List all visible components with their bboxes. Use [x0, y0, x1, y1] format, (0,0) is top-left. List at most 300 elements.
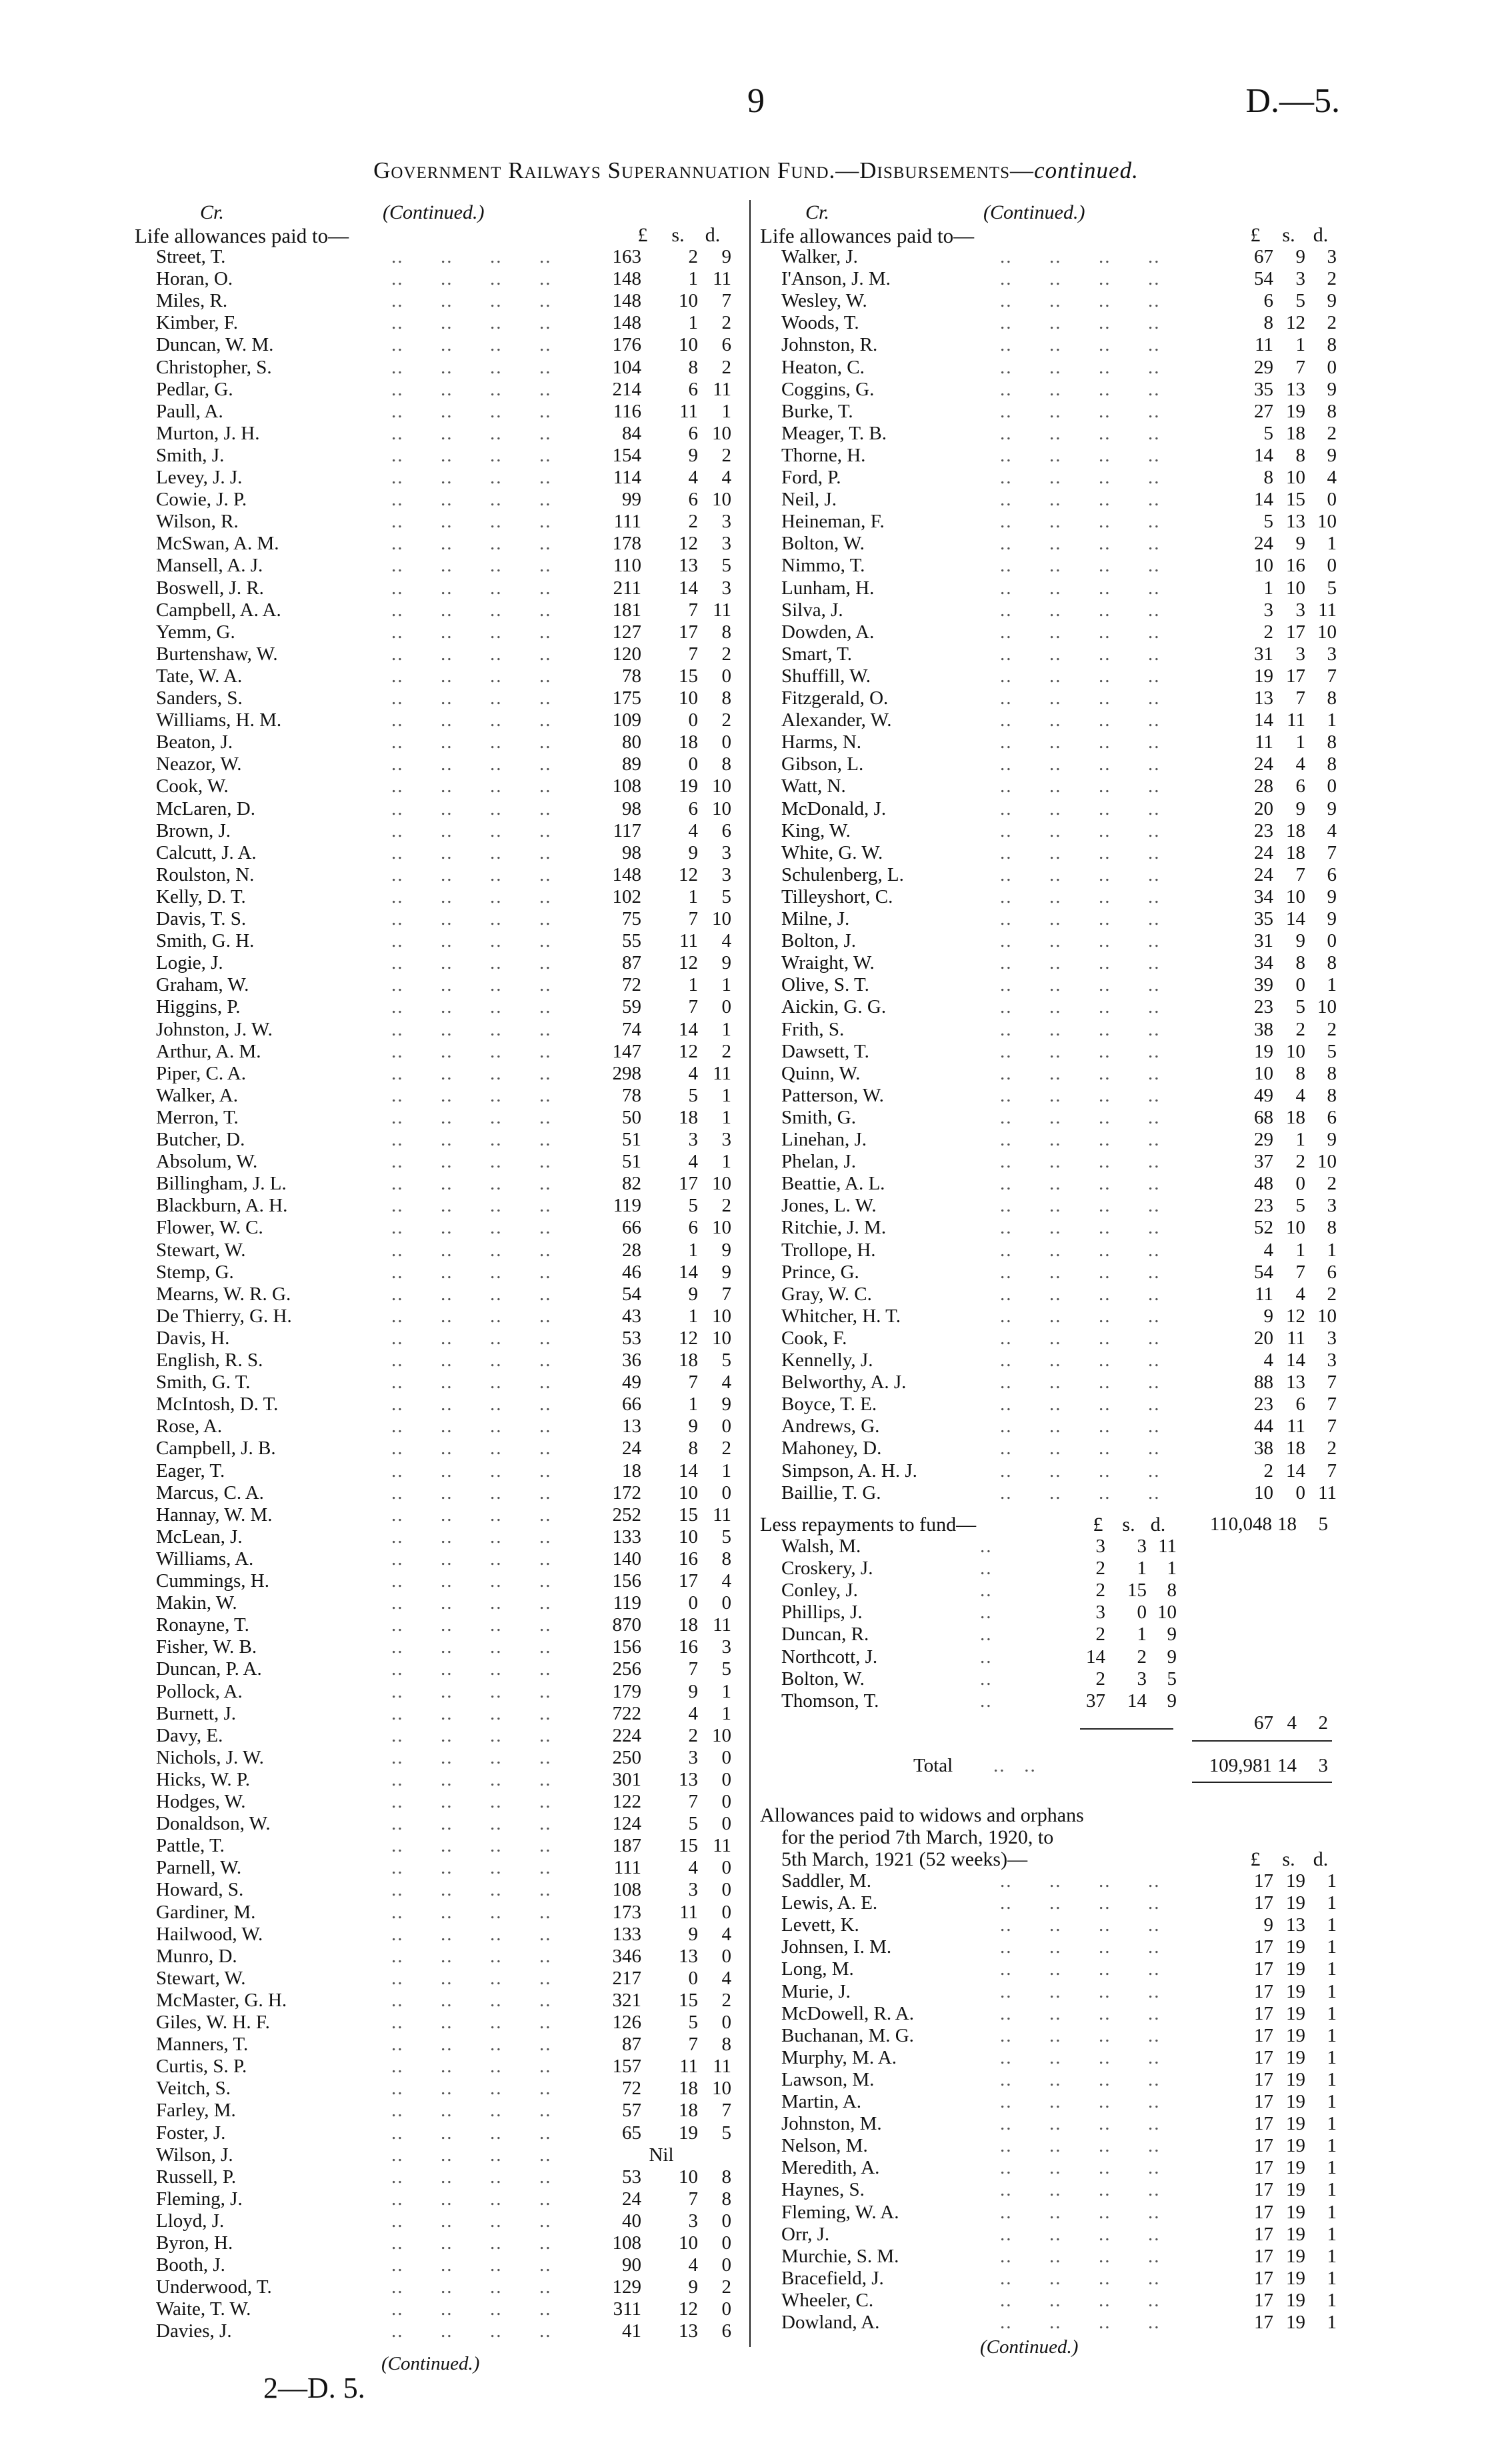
- leader-dots: .. .. .. ..: [391, 444, 552, 466]
- amount-pounds: 178: [612, 533, 641, 555]
- table-row: [135, 1857, 741, 1879]
- amount-shillings: 7: [688, 1372, 698, 1394]
- person-name: English, R. S.: [156, 1350, 263, 1371]
- table-row: [760, 1262, 1347, 1284]
- amount-pounds: 11: [1255, 731, 1273, 753]
- amount-pounds: 52: [1254, 1217, 1273, 1239]
- table-row: [135, 1636, 741, 1658]
- table-row: [135, 1725, 741, 1747]
- amount-pounds: 256: [612, 1658, 641, 1680]
- amount-shillings: 19: [1286, 2113, 1305, 2135]
- amount-pence: 3: [721, 863, 731, 885]
- table-row: [760, 1372, 1347, 1394]
- person-name: Butcher, D.: [156, 1129, 245, 1150]
- leader-dots: .. .. .. ..: [391, 1592, 552, 1614]
- amount-pence: 8: [721, 2188, 731, 2210]
- leader-dots: .. .. .. ..: [1000, 1305, 1161, 1327]
- person-name: Tate, W. A.: [156, 665, 243, 687]
- leader-dots: .. .. .. ..: [1000, 599, 1161, 621]
- leader-dots: .. .. .. ..: [391, 1879, 552, 1901]
- amount-shillings: 19: [1286, 2157, 1305, 2179]
- amount-pence: 1: [721, 1680, 731, 1702]
- amount-shillings: 1: [688, 1305, 698, 1327]
- table-row: [760, 1668, 1177, 1690]
- amount-pounds: 20: [1254, 797, 1273, 819]
- amount-shillings: 2: [1295, 1151, 1305, 1173]
- amount-pence: 1: [1327, 1936, 1337, 1958]
- amount-shillings: 3: [1295, 268, 1305, 290]
- table-row: [135, 1328, 741, 1350]
- right-header-cr: Cr.: [805, 201, 829, 223]
- amount-pence: 1: [1327, 2312, 1337, 2333]
- leader-dots: ..: [980, 1624, 993, 1646]
- person-name: Dowland, A.: [781, 2312, 880, 2333]
- amount-shillings: 3: [688, 2210, 698, 2232]
- amount-shillings: 8: [688, 1438, 698, 1460]
- left-subheading: Life allowances paid to—: [135, 224, 349, 247]
- amount-shillings: 19: [1286, 2068, 1305, 2090]
- person-name: Alexander, W.: [781, 709, 892, 731]
- table-row: [760, 1536, 1177, 1558]
- table-row: [135, 2078, 741, 2100]
- amount-shillings: 4: [1295, 1283, 1305, 1305]
- amount-pence: 2: [721, 2276, 731, 2298]
- amount-pence: 10: [712, 2078, 731, 2100]
- amount-shillings: 19: [1286, 2024, 1305, 2046]
- amount-pounds: 23: [1254, 1195, 1273, 1217]
- table-row: [760, 731, 1347, 753]
- leader-dots: .. .. .. ..: [391, 290, 552, 312]
- amount-pence: 1: [1327, 1980, 1337, 2002]
- amount-pence: 1: [1327, 1870, 1337, 1892]
- amount-shillings: 18: [679, 2100, 698, 2122]
- person-name: Makin, W.: [156, 1592, 237, 1614]
- leader-dots: .. .. .. ..: [391, 952, 552, 974]
- amount-shillings: 3: [1295, 643, 1305, 665]
- amount-pence: 10: [1317, 511, 1337, 533]
- amount-pence: 6: [1327, 1261, 1337, 1283]
- amount-pence: 0: [721, 2210, 731, 2232]
- person-name: Miles, R.: [156, 290, 228, 312]
- amount-shillings: 0: [1295, 1173, 1305, 1195]
- amount-shillings: 1: [1295, 1129, 1305, 1150]
- amount-shillings: 12: [679, 2298, 698, 2320]
- leader-dots: .. .. .. ..: [391, 1018, 552, 1040]
- amount-shillings: 10: [679, 1482, 698, 1504]
- amount-pounds: 156: [612, 1570, 641, 1592]
- amount-pounds: 298: [612, 1062, 641, 1084]
- leader-dots: .. .. .. ..: [1000, 511, 1161, 533]
- person-name: Bolton, W.: [781, 533, 865, 555]
- table-row: [760, 2224, 1347, 2246]
- widows-heading-1: Allowances paid to widows and orphans: [760, 1804, 1084, 1826]
- amount-pence: 10: [1317, 1151, 1337, 1173]
- table-row: [760, 1958, 1347, 1980]
- amount-shillings: 14: [1127, 1690, 1147, 1712]
- amount-pence: 5: [721, 1350, 731, 1371]
- person-name: Davies, J.: [156, 2320, 232, 2342]
- leader-dots: .. .. .. ..: [391, 709, 552, 731]
- pounds-header: £: [637, 224, 648, 246]
- person-name: Waite, T. W.: [156, 2298, 251, 2320]
- amount-pence: 1: [721, 1151, 731, 1173]
- amount-shillings: 0: [688, 709, 698, 731]
- amount-pence: 0: [721, 1901, 731, 1923]
- person-name: Billingham, J. L.: [156, 1173, 287, 1195]
- amount-pence: 10: [712, 1217, 731, 1239]
- amount-pence: 6: [721, 819, 731, 841]
- amount-pounds: 157: [612, 2056, 641, 2078]
- amount-pounds: 187: [612, 1835, 641, 1857]
- amount-pence: 8: [1327, 952, 1337, 974]
- amount-shillings: 19: [1286, 2223, 1305, 2245]
- amount-pence: 8: [721, 753, 731, 775]
- table-row: [760, 820, 1347, 842]
- total-rule-top: [1192, 1740, 1332, 1742]
- table-row: [135, 1658, 741, 1680]
- amount-pence: 1: [1327, 1239, 1337, 1261]
- amount-pounds: 37: [1086, 1690, 1105, 1712]
- amount-pounds: 250: [612, 1746, 641, 1768]
- table-row: [760, 1914, 1347, 1936]
- amount-pounds: 5: [1263, 422, 1273, 444]
- amount-shillings: 4: [688, 819, 698, 841]
- person-name: Byron, H.: [156, 2232, 233, 2254]
- table-row: [760, 290, 1347, 312]
- amount-shillings: 8: [1295, 1062, 1305, 1084]
- amount-pence: 9: [1167, 1646, 1177, 1668]
- person-name: Bracefield, J.: [781, 2267, 884, 2289]
- amount-pence: 2: [1327, 312, 1337, 334]
- leader-dots: ..: [980, 1668, 993, 1690]
- leader-dots: .. .. .. ..: [391, 1129, 552, 1150]
- amount-pounds: 17: [1254, 2046, 1273, 2068]
- pounds-header: £: [1250, 224, 1261, 246]
- person-name: Nimmo, T.: [781, 555, 865, 577]
- table-row: [135, 334, 741, 356]
- amount-shillings: 18: [1286, 1438, 1305, 1460]
- leader-dots: .. .. .. ..: [1000, 885, 1161, 907]
- page-title-main: Government Railways Superannuation Fund.—Disbursements—: [373, 157, 1035, 183]
- table-row: [760, 334, 1347, 356]
- amount-shillings: 4: [1295, 753, 1305, 775]
- person-name: Calcutt, J. A.: [156, 841, 257, 863]
- amount-pence: 8: [721, 621, 731, 643]
- amount-pounds: 127: [612, 621, 641, 643]
- person-name: Neil, J.: [781, 489, 837, 511]
- amount-shillings: 8: [1295, 444, 1305, 466]
- person-name: I'Anson, J. M.: [781, 268, 891, 290]
- amount-shillings: 19: [1286, 2312, 1305, 2333]
- amount-shillings: 7: [688, 599, 698, 621]
- person-name: Mansell, A. J.: [156, 555, 263, 577]
- amount-pence: 9: [721, 1394, 731, 1416]
- leader-dots: .. .. .. ..: [1000, 1870, 1161, 1892]
- table-row: [760, 2202, 1347, 2224]
- amount-shillings: 6: [1295, 1394, 1305, 1416]
- table-row: [760, 246, 1347, 268]
- amount-shillings: 4: [688, 1702, 698, 1724]
- amount-pence: 8: [1327, 334, 1337, 356]
- amount-pence: 1: [1327, 2267, 1337, 2289]
- amount-pounds: 14: [1086, 1646, 1105, 1668]
- amount-pounds: 17: [1254, 2068, 1273, 2090]
- person-name: Kennelly, J.: [781, 1350, 873, 1371]
- amount-pounds: 34: [1254, 885, 1273, 907]
- amount-pence: 2: [721, 356, 731, 378]
- amount-shillings: 10: [679, 334, 698, 356]
- leader-dots: .. .. .. ..: [391, 334, 552, 356]
- amount-shillings: 19: [1286, 2201, 1305, 2223]
- leader-dots: .. .. .. ..: [391, 621, 552, 643]
- left-continued-footer: (Continued.): [381, 2353, 480, 2374]
- amount-pounds: 2: [1095, 1558, 1105, 1580]
- table-row: [760, 2003, 1347, 2025]
- amount-pounds: 65: [622, 2122, 641, 2144]
- amount-pounds: 38: [1254, 1438, 1273, 1460]
- amount-pounds: 108: [612, 775, 641, 797]
- amount-shillings: 13: [679, 1945, 698, 1967]
- leader-dots: .. .. .. ..: [391, 1923, 552, 1945]
- amount-pence: 3: [1327, 643, 1337, 665]
- amount-pounds: 29: [1254, 356, 1273, 378]
- amount-pounds: 54: [1254, 268, 1273, 290]
- amount-pounds: 24: [1254, 841, 1273, 863]
- amount-pence: 0: [1327, 555, 1337, 577]
- amount-pence: 0: [721, 1857, 731, 1879]
- leader-dots: .. .. .. ..: [391, 2056, 552, 2078]
- leader-dots: .. .. .. ..: [1000, 489, 1161, 511]
- amount-pence: 7: [1327, 841, 1337, 863]
- amount-pounds: 173: [612, 1901, 641, 1923]
- person-name: Roulston, N.: [156, 863, 255, 885]
- left-header-cr: Cr.: [200, 201, 224, 223]
- amount-pounds: 252: [612, 1504, 641, 1526]
- person-name: Smith, G. T.: [156, 1372, 251, 1394]
- table-row: [135, 709, 741, 731]
- amount-pounds: 19: [1254, 665, 1273, 687]
- leader-dots: .. .. .. ..: [391, 2122, 552, 2144]
- amount-pence: 9: [1167, 1624, 1177, 1646]
- amount-pounds: 3: [1263, 599, 1273, 621]
- amount-pence: 6: [721, 2320, 731, 2342]
- person-name: De Thierry, G. H.: [156, 1305, 292, 1327]
- person-name: Russell, P.: [156, 2166, 237, 2188]
- footer-signature: 2—D. 5.: [263, 2372, 365, 2404]
- amount-pounds: 98: [622, 841, 641, 863]
- amount-shillings: 10: [1286, 1040, 1305, 1062]
- amount-pence: 0: [721, 1746, 731, 1768]
- amount-shillings: 3: [1137, 1536, 1147, 1557]
- amount-shillings: 4: [688, 1857, 698, 1879]
- amount-pence: 8: [1327, 753, 1337, 775]
- person-name: Ritchie, J. M.: [781, 1217, 887, 1239]
- amount-pence: 0: [721, 665, 731, 687]
- amount-shillings: 17: [679, 1570, 698, 1592]
- leader-dots: .. .. .. ..: [1000, 709, 1161, 731]
- person-name: Logie, J.: [156, 952, 223, 974]
- amount-pence: 1: [721, 1702, 731, 1724]
- amount-pence: 2: [721, 312, 731, 334]
- amount-pounds: 17: [1254, 2201, 1273, 2223]
- amount-pounds: 68: [1254, 1106, 1273, 1128]
- amount-pence: 2: [721, 1195, 731, 1217]
- amount-pence: 1: [721, 1084, 731, 1106]
- amount-shillings: 5: [1295, 996, 1305, 1018]
- amount-shillings: 19: [1286, 2289, 1305, 2311]
- person-name: Levey, J. J.: [156, 467, 243, 488]
- amount-pence: 1: [721, 1018, 731, 1040]
- leader-dots: .. .. .. ..: [1000, 1980, 1161, 2002]
- table-row: [135, 1129, 741, 1151]
- leader-dots: .. .. .. ..: [1000, 1040, 1161, 1062]
- amount-shillings: 18: [1286, 1106, 1305, 1128]
- person-name: McSwan, A. M.: [156, 533, 279, 555]
- amount-shillings: 6: [688, 797, 698, 819]
- leader-dots: .. .. .. ..: [1000, 2245, 1161, 2267]
- amount-pounds: 84: [622, 422, 641, 444]
- amount-shillings: 4: [688, 2254, 698, 2276]
- amount-shillings: 12: [1286, 312, 1305, 334]
- person-name: Gibson, L.: [781, 753, 864, 775]
- amount-shillings: 9: [688, 841, 698, 863]
- table-row: [135, 1284, 741, 1306]
- table-row: [135, 1791, 741, 1813]
- document-reference: D.—5.: [1245, 82, 1340, 120]
- person-name: Fleming, W. A.: [781, 2201, 899, 2223]
- amount-pence: 3: [721, 533, 731, 555]
- amount-shillings: 7: [688, 1658, 698, 1680]
- amount-pence: 1: [1327, 2245, 1337, 2267]
- person-name: Long, M.: [781, 1958, 854, 1980]
- amount-pence: 0: [1327, 930, 1337, 952]
- person-name: Arthur, A. M.: [156, 1040, 261, 1062]
- amount-shillings: 5: [1295, 290, 1305, 312]
- table-row: [135, 1416, 741, 1438]
- amount-shillings: 18: [1286, 819, 1305, 841]
- leader-dots: .. .. .. ..: [391, 1372, 552, 1394]
- amount-pounds: 346: [612, 1945, 641, 1967]
- amount-shillings: 7: [688, 643, 698, 665]
- amount-shillings: 0: [1295, 1482, 1305, 1504]
- amount-pounds: 55: [622, 930, 641, 952]
- amount-shillings: 13: [1286, 1914, 1305, 1936]
- person-name: Boswell, J. R.: [156, 577, 264, 599]
- person-name: Sanders, S.: [156, 687, 243, 709]
- amount-shillings: 6: [688, 489, 698, 511]
- table-row: [760, 798, 1347, 820]
- amount-pence: 7: [1327, 1394, 1337, 1416]
- amount-pence: 9: [1167, 1690, 1177, 1712]
- amount-pounds: 217: [612, 1967, 641, 1989]
- amount-shillings: 5: [688, 2012, 698, 2033]
- table-row: [135, 357, 741, 379]
- amount-pence: 0: [721, 1768, 731, 1790]
- amount-pounds: 59: [622, 996, 641, 1018]
- person-name: Boyce, T. E.: [781, 1394, 877, 1416]
- table-row: [135, 753, 741, 775]
- leader-dots: .. .. .. ..: [1000, 1958, 1161, 1980]
- table-row: [135, 798, 741, 820]
- amount-pounds: 28: [622, 1239, 641, 1261]
- shillings-header: s.: [1282, 224, 1295, 246]
- amount-pounds: 17: [1254, 2113, 1273, 2135]
- leader-dots: .. .. .. ..: [1000, 2113, 1161, 2135]
- amount-shillings: 9: [688, 1680, 698, 1702]
- leader-dots: .. .. .. ..: [1000, 996, 1161, 1018]
- leader-dots: .. .. .. ..: [1000, 1482, 1161, 1504]
- leader-dots: .. .. .. ..: [1000, 841, 1161, 863]
- amount-shillings: 15: [1127, 1580, 1147, 1602]
- table-row: [135, 533, 741, 555]
- person-name: Whitcher, H. T.: [781, 1305, 901, 1327]
- person-name: Harms, N.: [781, 731, 862, 753]
- right-subheading: Life allowances paid to—: [760, 224, 975, 247]
- amount-pounds: 17: [1254, 2289, 1273, 2311]
- leader-dots: ..: [980, 1558, 993, 1580]
- amount-pence: 5: [721, 2122, 731, 2144]
- leader-dots: .. .. .. ..: [391, 1813, 552, 1835]
- person-name: Smart, T.: [781, 643, 853, 665]
- amount-pence: 4: [721, 1967, 731, 1989]
- leader-dots: .. .. .. ..: [391, 246, 552, 267]
- amount-pence: 10: [1317, 1305, 1337, 1327]
- leader-dots: .. .. .. ..: [391, 1283, 552, 1305]
- leader-dots: .. .. .. ..: [391, 533, 552, 555]
- amount-pence: 0: [1327, 356, 1337, 378]
- leader-dots: .. .. .. ..: [391, 2144, 552, 2166]
- person-name: Parnell, W.: [156, 1857, 242, 1879]
- amount-pounds: 109: [612, 709, 641, 731]
- table-row: [760, 687, 1347, 709]
- table-row: [760, 842, 1347, 864]
- amount-shillings: 5: [1295, 1195, 1305, 1217]
- amount-shillings: 1: [1137, 1558, 1147, 1580]
- table-row: [135, 864, 741, 886]
- amount-shillings: 9: [688, 2276, 698, 2298]
- person-name: Veitch, S.: [156, 2078, 231, 2100]
- amount-shillings: 12: [679, 533, 698, 555]
- amount-pence: 5: [1318, 1514, 1328, 1535]
- amount-pounds: 148: [612, 863, 641, 885]
- table-row: [760, 2290, 1347, 2312]
- amount-pence: 9: [721, 952, 731, 974]
- table-row: [760, 2268, 1347, 2290]
- amount-pounds: 87: [622, 2034, 641, 2056]
- table-row: [135, 1306, 741, 1328]
- leader-dots: .. .. .. ..: [391, 1394, 552, 1416]
- leader-dots: .. ..: [993, 1755, 1037, 1776]
- person-name: Burke, T.: [781, 400, 853, 422]
- amount-pounds: 6: [1263, 290, 1273, 312]
- table-row: [135, 1041, 741, 1063]
- amount-pounds: 321: [612, 1989, 641, 2011]
- person-name: Aickin, G. G.: [781, 996, 887, 1018]
- amount-shillings: 17: [1286, 621, 1305, 643]
- person-name: Duncan, P. A.: [156, 1658, 262, 1680]
- leader-dots: .. .. .. ..: [1000, 1062, 1161, 1084]
- table-row: [135, 599, 741, 621]
- nil-amount: Nil: [649, 2144, 674, 2166]
- person-name: Johnston, R.: [781, 334, 878, 356]
- leader-dots: .. .. .. ..: [391, 1217, 552, 1239]
- amount-shillings: 12: [679, 1327, 698, 1349]
- person-name: Smith, J.: [156, 444, 225, 466]
- amount-pence: 2: [721, 1438, 731, 1460]
- amount-shillings: 5: [688, 1195, 698, 1217]
- table-row: [135, 1813, 741, 1835]
- table-row: [135, 1769, 741, 1791]
